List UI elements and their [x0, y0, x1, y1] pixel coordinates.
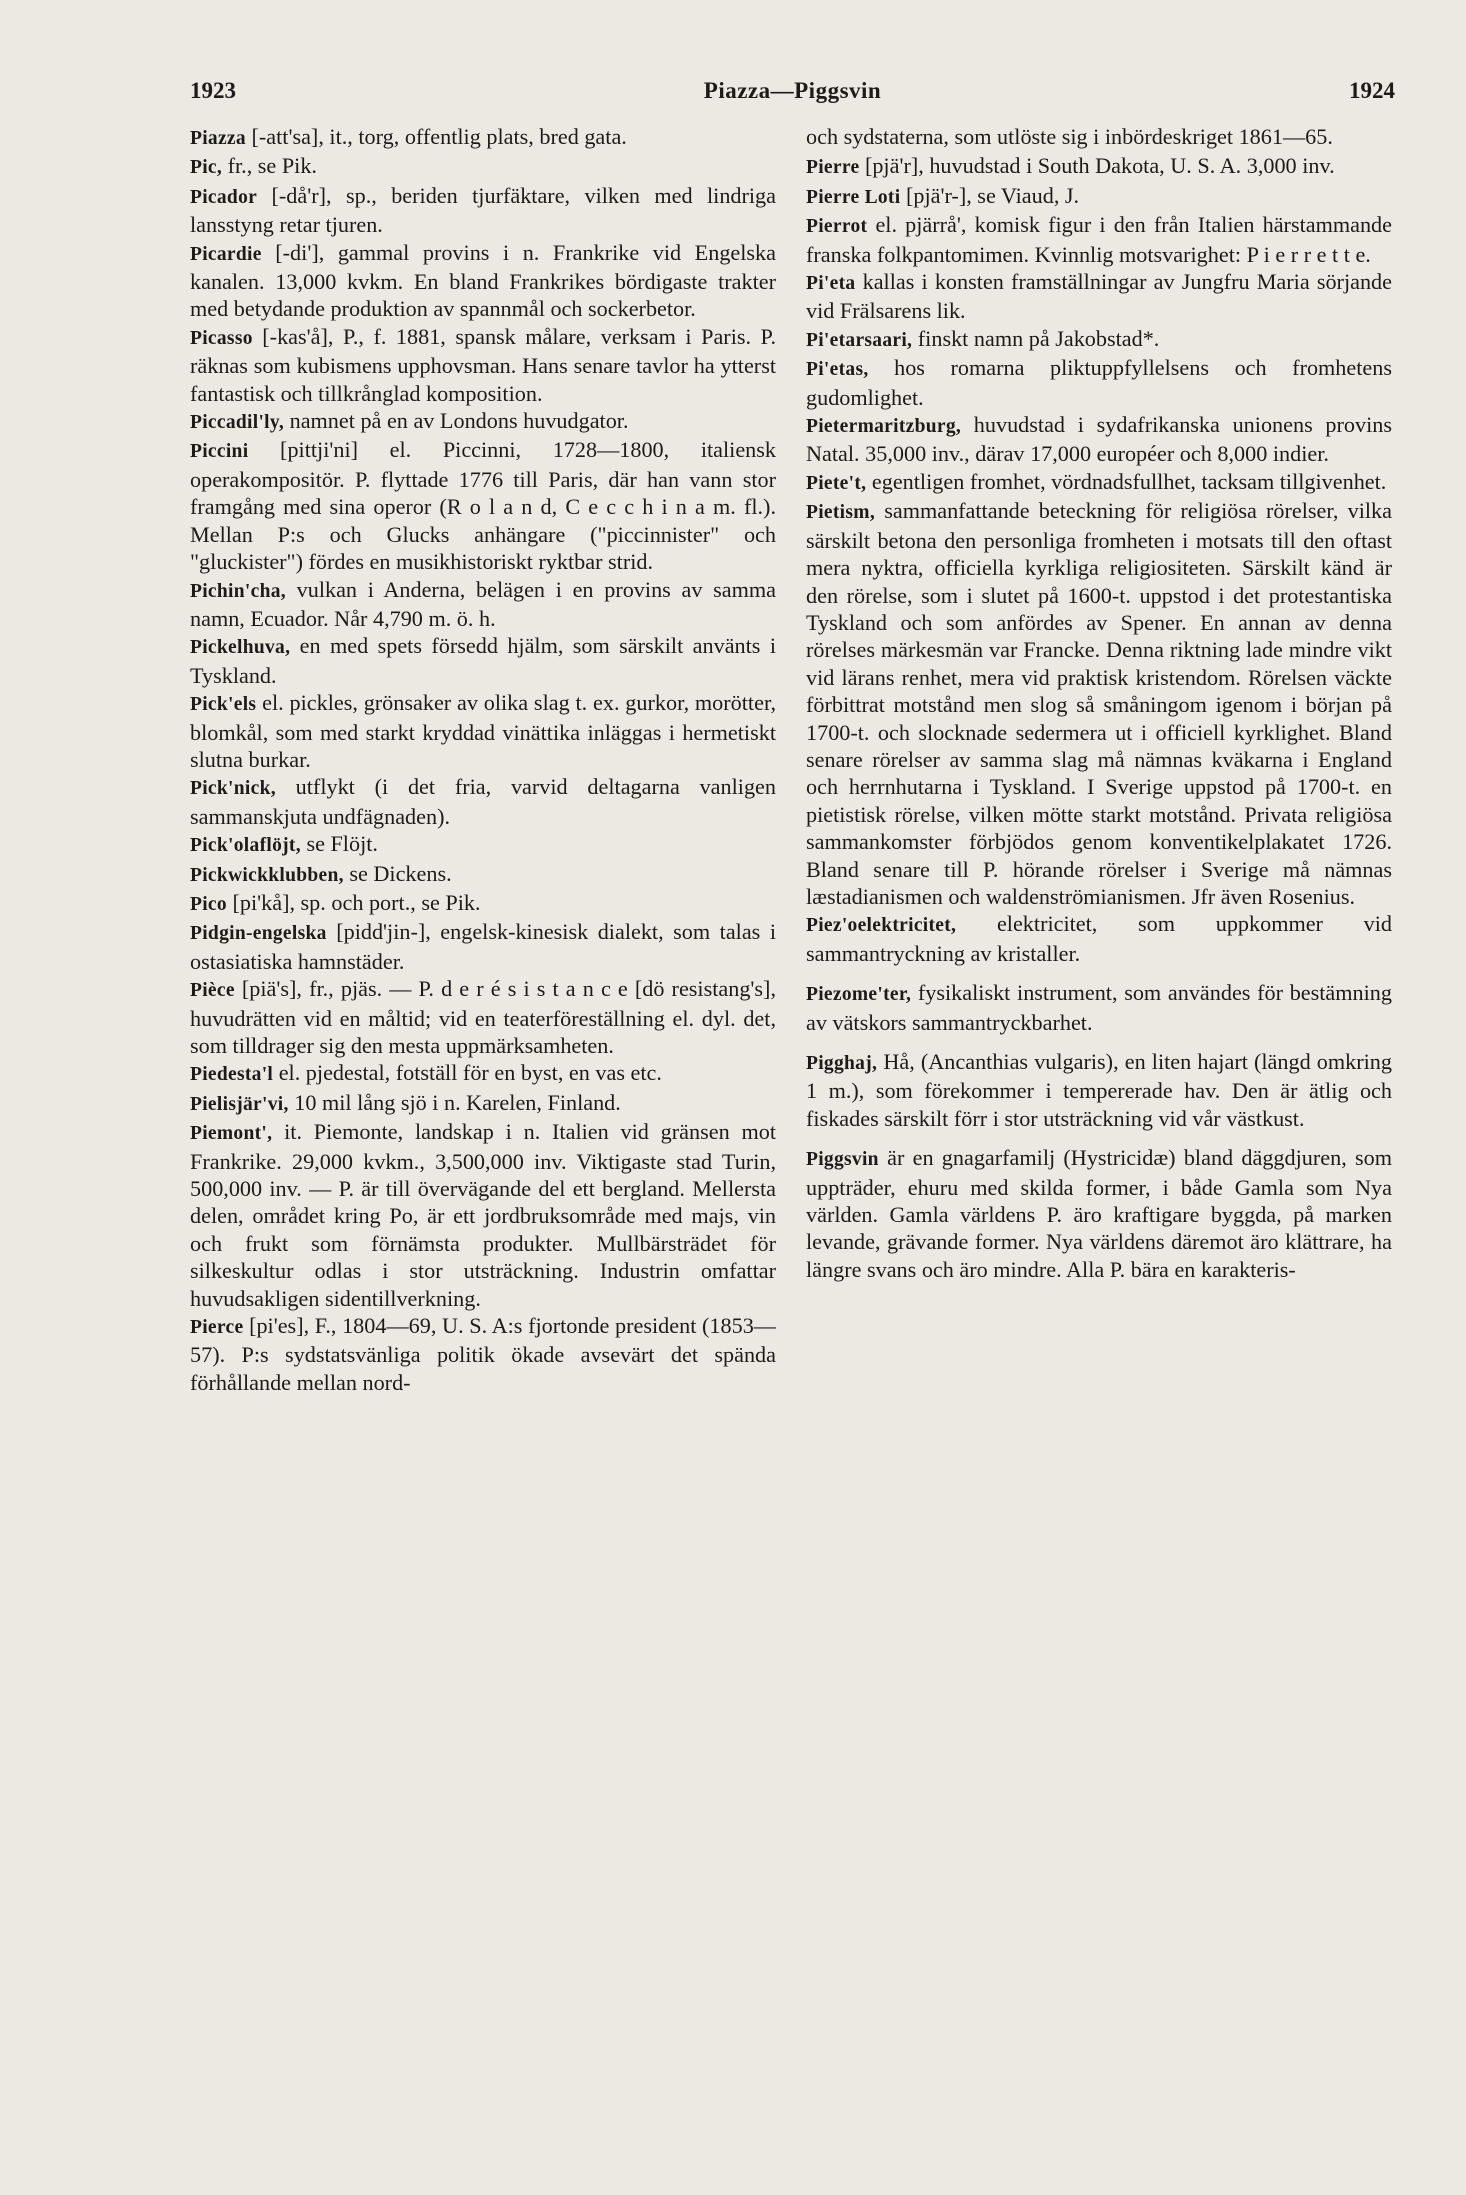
entry-text: 10 mil lång sjö i n. Karelen, Finland.: [288, 1089, 621, 1115]
entry-text: [pjä'r-], se Viaud, J.: [900, 182, 1080, 208]
entry-headword: Pick'els: [190, 694, 257, 716]
entry-text: el. pickles, grönsaker av olika slag t. ex. gurkor, morötter, blomkål, som med starkt kryddad vinättika inläggas i hermetiskt slutna burkar.: [190, 690, 776, 772]
entry-headword: Picasso: [190, 327, 253, 349]
entry-headword: Pickwickklubben,: [190, 864, 344, 886]
dictionary-entry: [806, 411, 1392, 468]
entry-headword: Pico: [190, 893, 227, 915]
entry-text: är en gnagarfamilj (Hystricidæ) bland däggdjuren, som uppträder, ehuru med skilda former, i både Gamla som Nya världen. Gamla världens P. äro kraftigare byggda, på marken levande, grävande former. Nya världens däremot äro klättrare, ha längre svans och äro mindre. Alla P. bära en karakteris-: [806, 1145, 1392, 1282]
entry-text: [pittji'ni] el. Piccinni, 1728—1800, italiensk operakompositör. P. flyttade 1776 till Paris, där han vann stor framgång med sina operor (R o l a n d, C e c c h i n a m. fl.). Mellan P:s och Glucks anhängare ("piccinnister" och "gluckister") fördes en musikhistoriskt ryktbar strid.: [190, 437, 776, 575]
entry-headword: Pietermaritzburg,: [806, 416, 962, 438]
dictionary-entry: [806, 1048, 1392, 1132]
entry-headword: Pick'olaflöjt,: [190, 835, 301, 857]
dictionary-entry: [190, 576, 776, 633]
dictionary-entry: [806, 182, 1392, 211]
dictionary-entry: [190, 407, 776, 436]
entry-headword: Piazza: [190, 128, 246, 149]
entry-headword: Pick'nick,: [190, 778, 276, 800]
right-column: [806, 123, 1392, 2153]
dictionary-entry: [190, 918, 776, 975]
dictionary-entry: [190, 860, 776, 889]
entry-headword: Piccadil'ly,: [190, 412, 285, 434]
page-title: Piazza—Piggsvin: [703, 78, 882, 103]
entry-text: utflykt (i det fria, varvid deltagarna vanligen sammanskjuta undfägnaden).: [190, 774, 776, 829]
dictionary-entry: [806, 979, 1392, 1036]
dictionary-entry: [806, 211, 1392, 268]
entry-text: och sydstaterna, som utlöste sig i inbördeskriget 1861—65.: [806, 124, 1333, 149]
dictionary-entry: [806, 1144, 1392, 1283]
dictionary-entry: [190, 323, 776, 407]
entry-headword: Piedesta'l: [190, 1064, 274, 1086]
dictionary-entry: [190, 436, 776, 575]
entry-headword: Pierrot: [806, 216, 868, 238]
dictionary-entry: [190, 830, 776, 859]
entry-text: fysikaliskt instrument, som användes för bestämning av vätskors sammantryckbarhet.: [806, 980, 1392, 1035]
entry-headword: Picardie: [190, 243, 262, 265]
entry-headword: Piccini: [190, 441, 249, 463]
entry-text: [pidd'jin-], engelsk-kinesisk dialekt, som talas i ostasiatiska hamnstäder.: [190, 919, 776, 974]
right-page-number: 1924: [1349, 78, 1395, 103]
entry-text: kallas i konsten framställningar av Jungfru Maria sörjande vid Frälsarens lik.: [806, 269, 1392, 324]
entry-headword: Pietism,: [806, 502, 876, 524]
entry-text: finskt namn på Jakobstad*.: [912, 325, 1160, 351]
entry-text: [-di'], gammal provins i n. Frankrike vid Engelska kanalen. 13,000 kvkm. En bland Frankrikes bördigaste trakter med betydande produktion av spannmål och sockerbetor.: [190, 239, 776, 322]
dictionary-entry: [806, 325, 1392, 354]
dictionary-entry: [190, 239, 776, 323]
entry-text: [-att'sa], it., torg, offentlig plats, bred gata.: [245, 124, 627, 149]
entry-text: [piä's], fr., pjäs. — P. d e r é s i s t a n c e [dö resistang's], huvudrätten vid en måltid; vid en teaterföreställning el. dyl. det, som tilldrager sig den mesta uppmärksamheten.: [190, 976, 776, 1058]
dictionary-entry: [190, 152, 776, 181]
dictionary-entry: [806, 468, 1392, 497]
dictionary-entry: [806, 268, 1392, 325]
entry-headword: Pierce: [190, 1317, 244, 1339]
entry-text: sammanfattande beteckning för religiösa rörelser, vilka särskilt betona den personliga fromheten i motsats till den oftast mera nyktra, officiella kyrkliga religiositeten. Särskilt känd är den rörelse, som i slutet på 1600-t. uppstod i det protestantiska Tyskland och som anfördes av Spener. En annan av denna rörelses märkesmän var Francke. Denna riktning lade mindre vikt vid lärans renhet, mera vid praktisk kristendom. Rörelsen väckte förbittrat motstånd men slog så småningom igenom i början på 1700-t. och slocknade sedermera ut i officiell kyrklighet. Bland senare rörelser av samma slag må nämnas kväkarna i England och herrnhutarna i Tyskland. I Sverige uppstod på 1700-t. en pietistisk rörelse, vilken mötte starkt motstånd. Privata religiösa sammankomster förbjödos genom konventikelplakatet 1726. Bland senare till P. hörande rörelser i Sverige må nämnas læstadianismen och waldenströmianismen. Jfr även Rosenius.: [806, 498, 1392, 909]
entry-text: el. pjärrå', komisk figur i den från Italien härstammande franska folkpantomimen. Kvinnlig motsvarighet: P i e r r e t t e.: [806, 212, 1392, 267]
entry-text: [pi'kå], sp. och port., se Pik.: [226, 889, 481, 915]
dictionary-entry: [806, 497, 1392, 910]
left-column: [190, 123, 776, 2153]
dictionary-entry: [190, 1312, 776, 1396]
dictionary-entry: [190, 1089, 776, 1118]
entry-text: it. Piemonte, landskap i n. Italien vid gränsen mot Frankrike. 29,000 kvkm., 3,500,000 inv. Viktigaste stad Turin, 500,000 inv. — P. är till övervägande del ett bergland. Mellersta delen, området kring Po, är ett jordbruksområde med majs, vin och frukt som förnämsta produkter. Mullbärsträdet för silkeskultur odlas i stor utsträckning. Industrin omfattar huvudsakligen sidentillverkning.: [190, 1119, 776, 1311]
dictionary-entry: [190, 889, 776, 918]
entry-headword: Piez'oelektricitet,: [806, 915, 957, 937]
left-page-number: 1923: [190, 78, 236, 103]
entry-headword: Pichin'cha,: [190, 580, 286, 602]
entry-headword: Pigghaj,: [806, 1053, 878, 1074]
dictionary-entry: [190, 632, 776, 689]
entry-text: huvudstad i sydafrikanska unionens provins Natal. 35,000 inv., därav 17,000 européer och 8,000 indier.: [806, 412, 1392, 467]
entry-text: [-då'r], sp., beriden tjurfäktare, vilken med lindriga lansstyng retar tjuren.: [190, 182, 776, 238]
entry-text: se Dickens.: [343, 860, 452, 886]
entry-text: elektricitet, som uppkommer vid sammantryckning av kristaller.: [806, 911, 1392, 966]
dictionary-entry: [806, 354, 1392, 411]
entry-headword: Pic,: [190, 157, 223, 179]
entry-text: en med spets försedd hjälm, som särskilt använts i Tyskland.: [190, 633, 776, 688]
entry-text: namnet på en av Londons huvudgator.: [284, 408, 629, 434]
entry-headword: Piezome'ter,: [806, 984, 912, 1006]
dictionary-entry: [190, 182, 776, 239]
dictionary-entry: [806, 910, 1392, 967]
entry-headword: Pi'etarsaari,: [806, 329, 913, 351]
dictionary-entry: [190, 689, 776, 773]
dictionary-entry: [190, 123, 776, 152]
entry-headword: Pickelhuva,: [190, 637, 291, 659]
entry-text: [pi'es], F., 1804—69, U. S. A:s fjortonde president (1853—57). P:s sydstatsvänliga politik ökade avsevärt det spända förhållande mellan nord-: [190, 1313, 776, 1395]
entry-text: egentligen fromhet, vördnadsfullhet, tacksam tillgivenhet.: [866, 468, 1387, 494]
dictionary-entry: [806, 123, 1392, 152]
entry-headword: Pidgin-engelska: [190, 923, 327, 945]
entry-headword: Pièce: [190, 980, 235, 1002]
entry-text: vulkan i Anderna, belägen i en provins av samma namn, Ecuador. Når 4,790 m. ö. h.: [190, 576, 776, 631]
entry-headword: Piete't,: [806, 472, 867, 494]
entry-text: el. pjedestal, fotställ för en byst, en vas etc.: [273, 1060, 662, 1086]
entry-text: se Flöjt.: [300, 831, 378, 857]
entry-headword: Picador: [190, 186, 258, 208]
entry-headword: Pi'etas,: [806, 359, 869, 381]
dictionary-entry: [806, 152, 1392, 181]
dictionary-entry: [190, 975, 776, 1059]
entry-headword: Pi'eta: [806, 273, 856, 295]
entry-headword: Pielisjär'vi,: [190, 1093, 289, 1115]
entry-text: fr., se Pik.: [222, 153, 317, 179]
entry-headword: Pierre: [806, 157, 860, 179]
dictionary-entry: [190, 773, 776, 830]
entry-headword: Piemont',: [190, 1123, 273, 1145]
entry-text: [pjä'r], huvudstad i South Dakota, U. S. A. 3,000 inv.: [859, 153, 1335, 179]
entry-headword: Piggsvin: [806, 1149, 879, 1171]
entry-headword: Pierre Loti: [806, 186, 901, 208]
entry-text: hos romarna pliktuppfyllelsens och fromhetens gudomlighet.: [806, 355, 1392, 410]
dictionary-entry: [190, 1118, 776, 1312]
page-header: [190, 78, 1395, 112]
entry-text: Hå, (Ancanthias vulgaris), en liten hajart (längd omkring 1 m.), som förekommer i tempererade hav. Den är ätlig och fiskades särskilt förr i stor utsträckning vid vår västkust.: [806, 1049, 1392, 1131]
entry-text: [-kas'å], P., f. 1881, spansk målare, verksam i Paris. P. räknas som kubismens upphovsman. Hans senare tavlor ha ytterst fantastisk och tillkrånglad komposition.: [190, 323, 776, 406]
dictionary-entry: [190, 1059, 776, 1088]
